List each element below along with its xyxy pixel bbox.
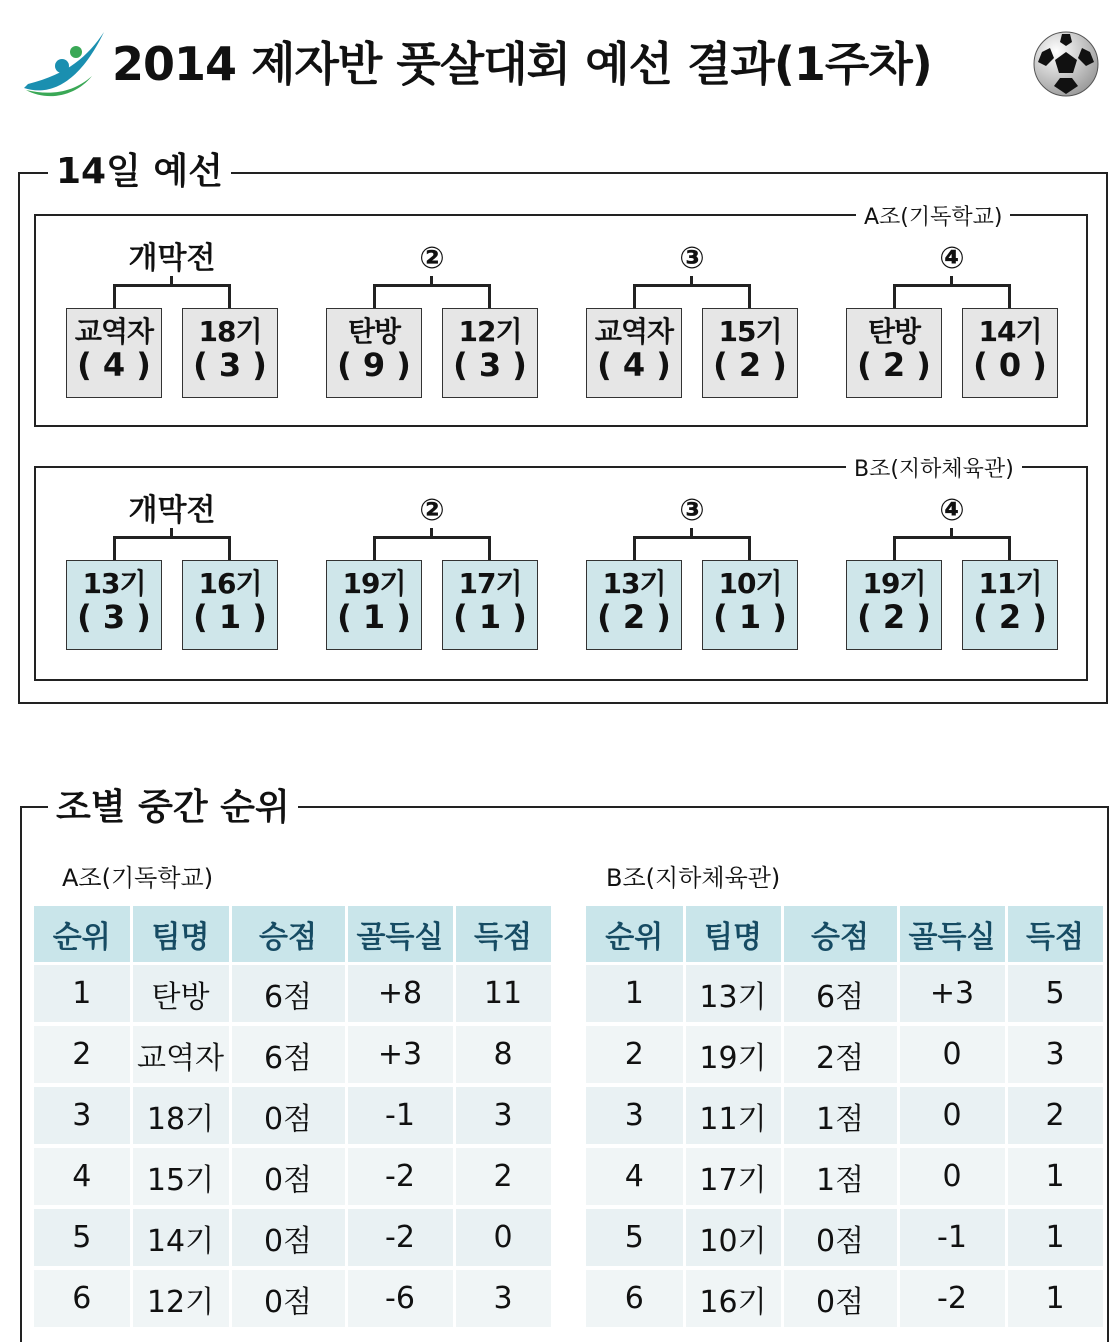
table-cell: 11기 (684, 1085, 782, 1146)
table-cell: 6점 (782, 964, 898, 1025)
table-cell: 1 (1006, 1268, 1104, 1329)
team-box (442, 560, 538, 650)
table-cell: 5 (34, 1207, 131, 1268)
team-box (846, 308, 942, 398)
table-cell: 교역자 (131, 1024, 230, 1085)
table-cell: 6 (586, 1268, 684, 1329)
table-cell: 15기 (131, 1146, 230, 1207)
match-label: ② (419, 241, 445, 276)
table-cell: +3 (346, 1024, 454, 1085)
team-name: 19기 (342, 567, 406, 600)
table-cell: 0 (454, 1207, 552, 1268)
bracket-line (893, 536, 1011, 560)
soccer-ball-icon (1032, 30, 1100, 98)
table-header-row (586, 906, 1104, 964)
table-cell: +3 (898, 964, 1006, 1025)
table-cell: 5 (1006, 964, 1104, 1025)
column-header: 골득실 (898, 906, 1006, 964)
table-cell: -2 (898, 1268, 1006, 1329)
team-score: ( 2 ) (973, 597, 1047, 636)
team-name: 11기 (978, 567, 1042, 600)
table-cell: 1점 (782, 1085, 898, 1146)
team-name: 19기 (862, 567, 926, 600)
table-cell: 1 (34, 964, 131, 1025)
table-cell: 2 (1006, 1085, 1104, 1146)
standings-a-title: A조(기독학교) (62, 864, 214, 892)
team-score: ( 2 ) (857, 345, 931, 384)
team-box (586, 308, 682, 398)
table-cell: 16기 (684, 1268, 782, 1329)
table-cell: -2 (346, 1146, 454, 1207)
team-box (326, 560, 422, 650)
team-score: ( 0 ) (973, 345, 1047, 384)
table-cell: 19기 (684, 1024, 782, 1085)
table-row (586, 1024, 1104, 1085)
team-box (962, 560, 1058, 650)
match-label: ② (419, 493, 445, 528)
team-score: ( 2 ) (713, 345, 787, 384)
table-row (34, 1024, 552, 1085)
column-header: 팀명 (684, 906, 782, 964)
team-score: ( 9 ) (337, 345, 411, 384)
table-cell: 1 (1006, 1146, 1104, 1207)
team-name: 16기 (198, 567, 262, 600)
team-score: ( 2 ) (597, 597, 671, 636)
table-cell: 3 (454, 1085, 552, 1146)
standings-table-a (34, 906, 554, 1331)
team-name: 교역자 (74, 315, 154, 348)
table-cell: 17기 (684, 1146, 782, 1207)
match-b-1 (66, 488, 278, 638)
table-header-row (34, 906, 552, 964)
bracket-line (373, 536, 491, 560)
table-cell: 0점 (782, 1268, 898, 1329)
bracket-line (633, 536, 751, 560)
table-cell: 6점 (230, 1024, 346, 1085)
prelim-section-title: 14일 예선 (48, 154, 231, 190)
table-cell: 1 (1006, 1207, 1104, 1268)
table-row (586, 1207, 1104, 1268)
table-row (586, 1085, 1104, 1146)
column-header: 순위 (34, 906, 131, 964)
table-cell: 3 (1006, 1024, 1104, 1085)
table-cell: 2점 (782, 1024, 898, 1085)
table-cell: 6 (34, 1268, 131, 1329)
team-score: ( 3 ) (453, 345, 527, 384)
table-cell: 5 (586, 1207, 684, 1268)
column-header: 팀명 (131, 906, 230, 964)
table-row (34, 1146, 552, 1207)
standings-b-title: B조(지하체육관) (606, 864, 781, 892)
team-box (182, 560, 278, 650)
team-box (326, 308, 422, 398)
team-name: 탄방 (867, 315, 921, 348)
column-header: 순위 (586, 906, 684, 964)
team-box (442, 308, 538, 398)
team-score: ( 3 ) (77, 597, 151, 636)
team-name: 18기 (198, 315, 262, 348)
match-a-2 (326, 236, 538, 386)
team-box (66, 308, 162, 398)
match-label: ④ (939, 241, 965, 276)
team-score: ( 4 ) (597, 345, 671, 384)
team-box (586, 560, 682, 650)
table-cell: 3 (586, 1085, 684, 1146)
team-box (846, 560, 942, 650)
team-box (66, 560, 162, 650)
table-cell: 10기 (684, 1207, 782, 1268)
match-b-2 (326, 488, 538, 638)
table-cell: 4 (34, 1146, 131, 1207)
standings-section-title: 조별 중간 순위 (48, 790, 298, 826)
table-row (34, 1268, 552, 1329)
table-cell: 0점 (230, 1085, 346, 1146)
standings-table-b (586, 906, 1106, 1331)
team-name: 14기 (978, 315, 1042, 348)
group-a-title: A조(기독학교) (856, 207, 1010, 229)
table-cell: 4 (586, 1146, 684, 1207)
table-row (586, 1146, 1104, 1207)
column-header: 승점 (230, 906, 346, 964)
team-name: 12기 (458, 315, 522, 348)
table-cell: 0 (898, 1085, 1006, 1146)
table-row (34, 1085, 552, 1146)
table-cell: -1 (898, 1207, 1006, 1268)
team-score: ( 1 ) (337, 597, 411, 636)
table-cell: +8 (346, 964, 454, 1025)
table-cell: -2 (346, 1207, 454, 1268)
table-row (586, 1268, 1104, 1329)
column-header: 승점 (782, 906, 898, 964)
team-box (962, 308, 1058, 398)
team-name: 17기 (458, 567, 522, 600)
table-cell: 0 (898, 1146, 1006, 1207)
table-cell: 2 (34, 1024, 131, 1085)
match-label: ③ (679, 241, 705, 276)
team-score: ( 2 ) (857, 597, 931, 636)
bracket-line (373, 284, 491, 308)
team-name: 13기 (602, 567, 666, 600)
team-name: 15기 (718, 315, 782, 348)
table-cell: 3 (34, 1085, 131, 1146)
table-cell: 1 (586, 964, 684, 1025)
table-cell: 0점 (230, 1268, 346, 1329)
table-cell: 2 (454, 1146, 552, 1207)
team-score: ( 4 ) (77, 345, 151, 384)
table-row (34, 964, 552, 1025)
table-cell: 0점 (782, 1207, 898, 1268)
bracket-line (893, 284, 1011, 308)
column-header: 골득실 (346, 906, 454, 964)
table-cell: 0점 (230, 1146, 346, 1207)
match-b-3 (586, 488, 798, 638)
table-cell: 탄방 (131, 964, 230, 1025)
swirl-logo-icon (18, 26, 108, 106)
column-header: 득점 (454, 906, 552, 964)
match-a-3 (586, 236, 798, 386)
table-cell: -1 (346, 1085, 454, 1146)
team-score: ( 3 ) (193, 345, 267, 384)
table-cell: 18기 (131, 1085, 230, 1146)
group-b-title: B조(지하체육관) (846, 459, 1022, 481)
match-label: 개막전 (128, 493, 216, 528)
team-name: 13기 (82, 567, 146, 600)
table-cell: 1점 (782, 1146, 898, 1207)
match-b-4 (846, 488, 1058, 638)
table-cell: 0 (898, 1024, 1006, 1085)
table-cell: 6점 (230, 964, 346, 1025)
team-box (702, 308, 798, 398)
page-header (0, 0, 1109, 110)
bracket-line (633, 284, 751, 308)
match-label: ④ (939, 493, 965, 528)
table-cell: 12기 (131, 1268, 230, 1329)
team-name: 10기 (718, 567, 782, 600)
team-name: 탄방 (347, 315, 401, 348)
table-cell: 11 (454, 964, 552, 1025)
table-cell: -6 (346, 1268, 454, 1329)
match-label: ③ (679, 493, 705, 528)
table-row (34, 1207, 552, 1268)
team-name: 교역자 (594, 315, 674, 348)
table-cell: 8 (454, 1024, 552, 1085)
match-label: 개막전 (128, 241, 216, 276)
column-header: 득점 (1006, 906, 1104, 964)
table-row (586, 964, 1104, 1025)
team-score: ( 1 ) (713, 597, 787, 636)
table-cell: 0점 (230, 1207, 346, 1268)
table-cell: 14기 (131, 1207, 230, 1268)
team-box (702, 560, 798, 650)
match-a-4 (846, 236, 1058, 386)
team-box (182, 308, 278, 398)
match-a-1 (66, 236, 278, 386)
table-cell: 2 (586, 1024, 684, 1085)
page-title: 2014 제자반 풋살대회 예선 결과(1주차) (112, 37, 932, 91)
team-score: ( 1 ) (453, 597, 527, 636)
team-score: ( 1 ) (193, 597, 267, 636)
table-cell: 13기 (684, 964, 782, 1025)
bracket-line (113, 536, 231, 560)
table-cell: 3 (454, 1268, 552, 1329)
bracket-line (113, 284, 231, 308)
